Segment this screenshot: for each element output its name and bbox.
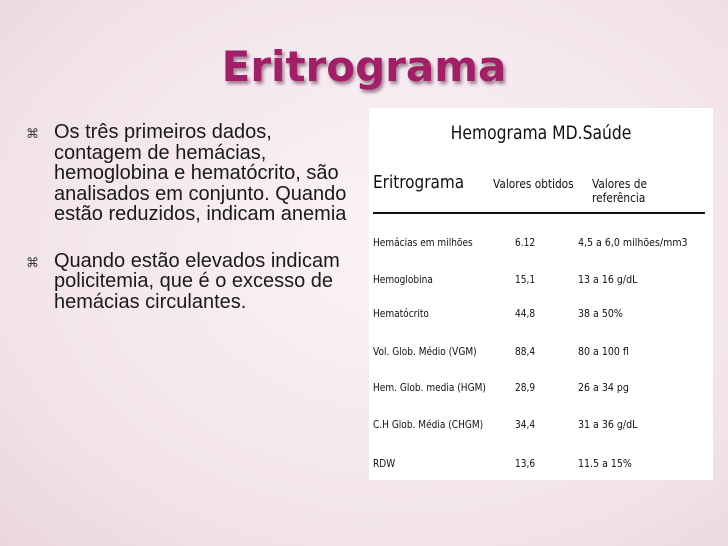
bullet-item [26, 122, 362, 225]
slide-title: Eritrograma [221, 42, 507, 91]
bullet-text: Os três primeiros dados, contagem de hemácias, hemoglobina e hematócrito, são analisados em conjunto. Quando estão reduzidos, indicam anemia [54, 121, 347, 225]
row-label: Vol. Glob. Médio (VGM) [373, 345, 477, 358]
row-label: RDW [373, 457, 396, 470]
column-header-reference: Valores de referência [592, 177, 647, 205]
row-reference: 31 a 36 g/dL [578, 418, 638, 431]
hemogram-table-image [369, 108, 713, 480]
bullet-item [26, 251, 362, 313]
row-value: 34,4 [515, 418, 536, 431]
row-label: Hematócrito [373, 307, 429, 320]
column-header-obtained: Valores obtidos [493, 177, 574, 191]
row-value: 15,1 [515, 273, 536, 286]
row-label: Hem. Glob. media (HGM) [373, 381, 486, 394]
row-label: C.H Glob. Média (CHGM) [373, 418, 484, 431]
row-value: 6.12 [515, 236, 536, 249]
table-title: Hemograma MD.Saúde [450, 122, 632, 144]
row-value: 88,4 [515, 345, 536, 358]
row-label: Hemácias em milhões [373, 236, 473, 249]
row-reference: 26 a 34 pg [578, 381, 629, 394]
row-value: 28,9 [515, 381, 536, 394]
bullet-icon: ⌘ [26, 127, 39, 142]
row-label: Hemoglobina [373, 273, 433, 286]
row-value: 13,6 [515, 457, 536, 470]
bullet-icon: ⌘ [26, 255, 39, 271]
section-header: Eritrograma [373, 172, 465, 193]
row-reference: 38 a 50% [578, 307, 623, 320]
row-reference: 11.5 a 15% [578, 457, 632, 470]
header-divider [373, 212, 705, 214]
bullet-list [26, 122, 362, 338]
row-reference: 13 a 16 g/dL [578, 273, 638, 286]
row-value: 44,8 [515, 307, 536, 320]
bullet-text: Quando estão elevados indicam policitemia, que é o excesso de hemácias circulantes. [54, 249, 340, 313]
row-reference: 80 a 100 fl [578, 345, 629, 358]
row-reference: 4,5 a 6,0 milhões/mm3 [578, 236, 688, 249]
